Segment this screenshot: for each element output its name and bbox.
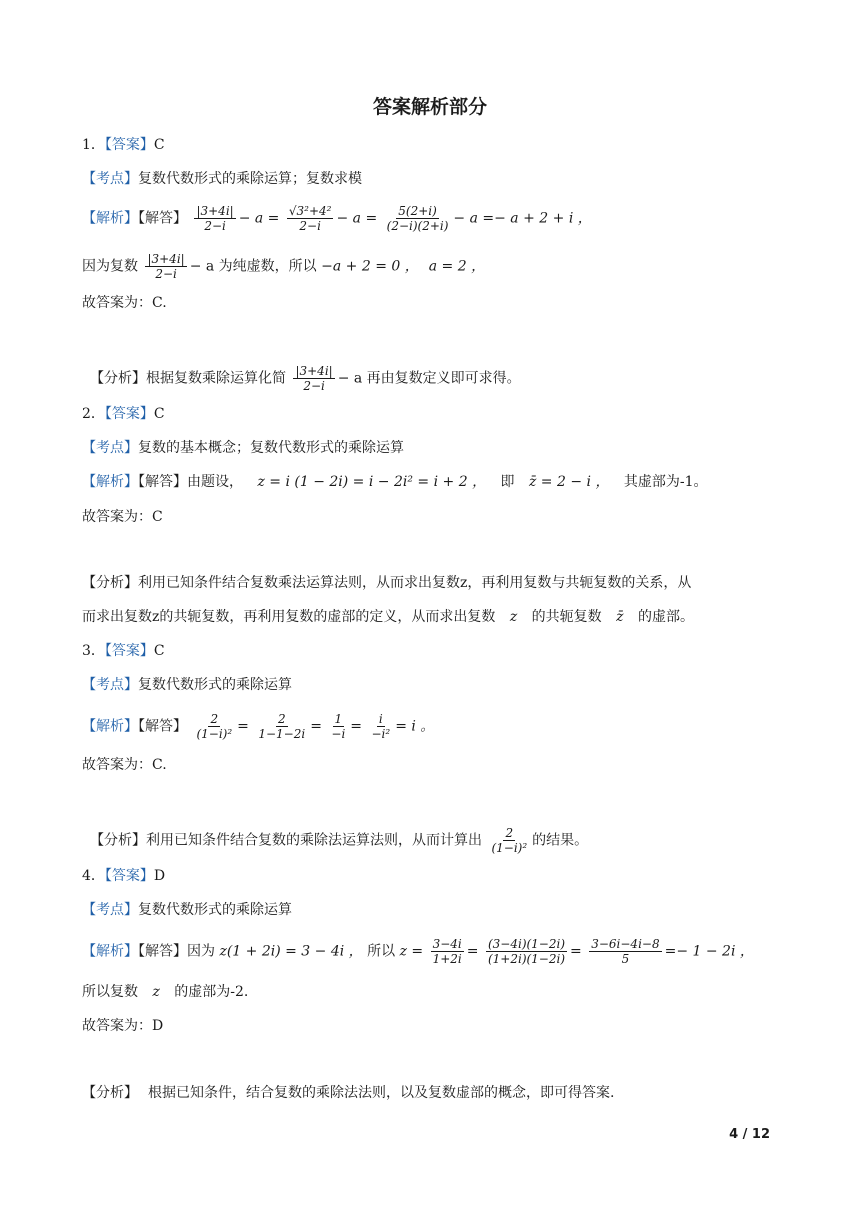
q3-topic-line: 【考点】复数代数形式的乘除运算: [82, 677, 292, 693]
q1-fraction-3: $\frac{5(2+i)}{(2-i)(2+i)}$: [386, 204, 449, 233]
q3-summary-fraction: $\frac{2}{\text{(1−i)²}}$: [491, 826, 528, 855]
solve-label: 【解答】: [138, 210, 187, 227]
q2-equation-2: z̄ = 2 − i ，: [528, 474, 610, 490]
q2-topic: 复数的基本概念；复数代数形式的乘除运算: [138, 440, 404, 456]
q1-fraction-4: $\frac{|3+4i|}{2-i}$: [147, 252, 185, 281]
q4-fraction-2: $\frac{(3-4i)(1-2i)}{(1+2i)(1-2i)}$: [487, 937, 566, 966]
q3-answer: C: [153, 643, 165, 659]
q3-summary: 【分析】利用已知条件结合复数的乘除法运算法则，从而计算出 $\frac{2}{\text{(1−i)²}}$ 的结果。: [90, 826, 589, 855]
summary-label: 【分析】: [90, 370, 146, 387]
q2-answer: C: [153, 406, 165, 422]
page-title: 答案解析部分: [372, 96, 487, 118]
q1-number: 1．: [82, 137, 105, 153]
q4-fraction-3: $\frac{3-6i-4i-8}{5}$: [591, 937, 660, 966]
q4-equation-1: z(1 + 2i) = 3 − 4i ，: [219, 943, 363, 960]
q4-answer: D: [153, 868, 166, 884]
q4-solution-line-2: 所以复数 z 的虚部为-2.: [82, 984, 249, 1000]
q3-fraction-3: $\frac{1}{-i}$: [331, 712, 346, 741]
q1-topic-line: [82, 169, 362, 189]
q2-solution-line: 【解析】【解答】由题设， z = i (1 − 2i) = i − 2i² = i + 2 ， 即 z̄ = 2 − i ， 其虚部为-1。: [82, 474, 708, 490]
topic-label: 【考点】: [82, 171, 138, 187]
q2-answer-line: 2．【答案】C: [82, 406, 165, 422]
q3-fraction-4: $\frac{i}{\text{−i²}}$: [371, 712, 391, 741]
q3-solution-line: 【解析】【解答】 $\frac{2}{\text{(1−i)²}}$ = $\frac{2}{1-1-2i}$ = $\frac{1}{-i}$ = $\frac{i}{\text{−i²}}$ = i 。: [82, 712, 435, 741]
q3-conclusion: 故答案为：C.: [82, 757, 167, 773]
q2-summary-line-1: 【分析】利用已知条件结合复数乘法运算法则，从而求出复数z，再利用复数与共轭复数的关系，从: [82, 575, 692, 591]
q3-fraction-1: $\frac{2}{\text{(1−i)²}}$: [196, 712, 233, 741]
q3-fraction-2: $\frac{2}{1-1-2i}$: [258, 712, 306, 741]
q2-conclusion: 故答案为：C: [82, 509, 163, 525]
q1-conclusion: 故答案为：C.: [82, 295, 167, 311]
analysis-label: 【解析】: [82, 210, 138, 227]
q1-solution-line: 【解析】【解答】 $\frac{|3+4i|}{2-i}$ − a = $\frac{\text{√3²+4²}}{2-i}$ − a = $\frac{5(2+i)}{(2-i)(2+i)}$ − a =− a + 2 + i ，: [82, 204, 592, 233]
q4-solution-line: 【解析】【解答】因为 z(1 + 2i) = 3 − 4i ， 所以 z = $\frac{3-4i}{1+2i}$ = $\frac{(3-4i)(1-2i)}{(1+2i)(1-2i)}$ = $\frac{3-6i-4i-8}{5}$ =− 1 − 2i ，: [82, 937, 754, 966]
q4-topic: 复数代数形式的乘除运算: [138, 902, 292, 918]
q1-topic: 复数代数形式的乘除运算；复数求模: [138, 171, 362, 187]
q1-fraction-1: $\frac{|3+4i|}{2-i}$: [196, 204, 234, 233]
q1-answer-line: [82, 135, 165, 155]
q1-result: − a =− a + 2 + i ，: [453, 210, 592, 227]
q4-summary: 【分析】 根据已知条件，结合复数的乘除法法则，以及复数虚部的概念，即可得答案.: [82, 1085, 615, 1101]
page-number: 4 / 12: [729, 1127, 770, 1142]
answer-label: 【答案】: [104, 137, 154, 153]
q4-conclusion: 故答案为：D: [82, 1018, 164, 1034]
q2-topic-line: 【考点】复数的基本概念；复数代数形式的乘除运算: [82, 440, 404, 456]
q1-answer: C: [153, 137, 165, 153]
q1-solution-line-2: 因为复数 $\frac{|3+4i|}{2-i}$ − a 为纯虚数，所以 −a + 2 = 0 ， a = 2 ，: [82, 252, 486, 281]
q1-summary-fraction: $\frac{|3+4i|}{2-i}$: [295, 364, 333, 393]
q3-answer-line: 3．【答案】C: [82, 643, 165, 659]
q4-answer-line: 4．【答案】D: [82, 868, 166, 884]
q3-topic: 复数代数形式的乘除运算: [138, 677, 292, 693]
q4-fraction-1: $\frac{3-4i}{1+2i}$: [432, 937, 462, 966]
q2-equation-1: z = i (1 − 2i) = i − 2i² = i + 2 ，: [257, 474, 487, 490]
q1-summary: 【分析】根据复数乘除运算化简 $\frac{|3+4i|}{2-i}$ − a 再由复数定义即可求得。: [90, 364, 521, 393]
q4-topic-line: 【考点】复数代数形式的乘除运算: [82, 902, 292, 918]
q2-summary-line-2: 而求出复数z的共轭复数，再利用复数的虚部的定义，从而求出复数 z 的共轭复数 z̄ 的虚部。: [82, 609, 694, 625]
q1-fraction-2: $\frac{\text{√3²+4²}}{2-i}$: [288, 204, 332, 233]
